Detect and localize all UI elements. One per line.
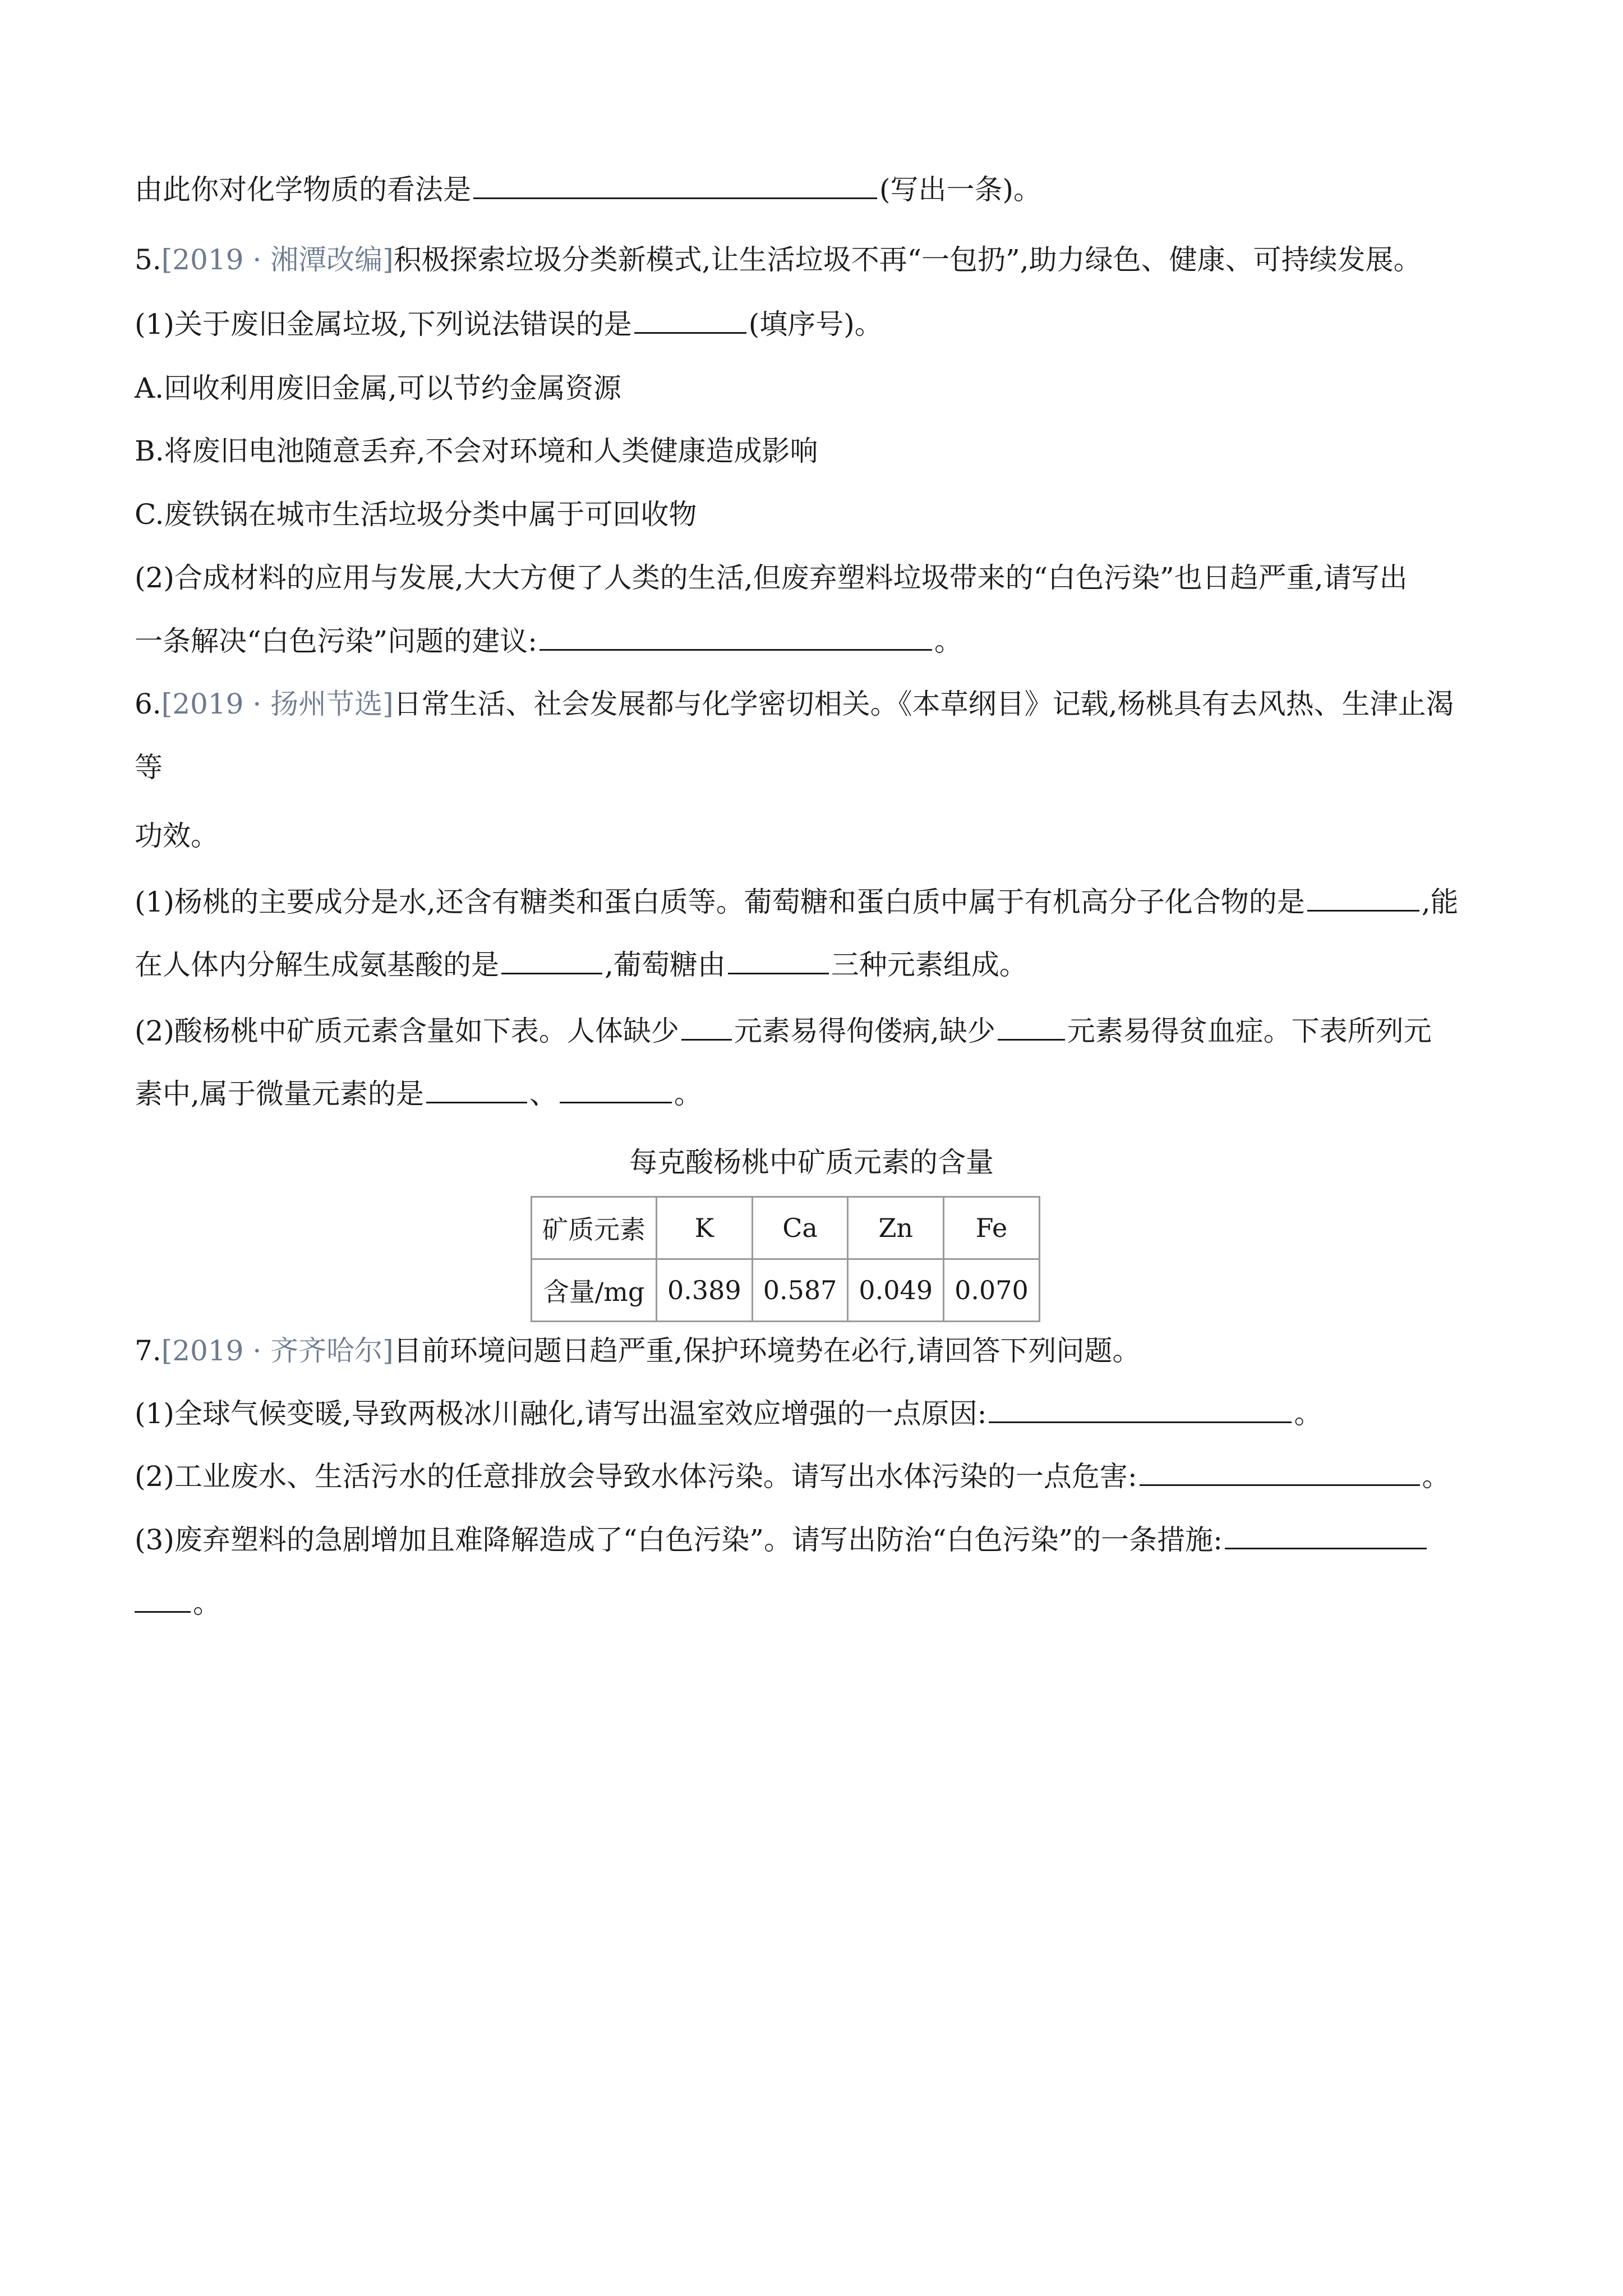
question-5-stem (135, 243, 1488, 277)
text: 三种元素组成。 (831, 949, 1027, 981)
table-row (532, 1197, 1040, 1259)
answer-blank[interactable] (501, 948, 602, 974)
text: 。 (934, 625, 962, 657)
source-tag: [2019 · 湘潭改编] (161, 243, 394, 276)
text: (1)杨桃的主要成分是水,还含有糖类和蛋白质等。葡萄糖和蛋白质中属于有机高分子化合物的是 (135, 886, 1305, 918)
text: 元素易得贫血症。下表所列元 (1067, 1015, 1432, 1047)
mineral-table (531, 1196, 1040, 1322)
table-cell: 0.587 (752, 1259, 848, 1322)
question-7-part-3 (135, 1523, 1488, 1557)
text: 积极探索垃圾分类新模式,让生活垃圾不再“一包扔”,助力绿色、健康、可持续发展。 (393, 243, 1422, 276)
text: 一条解决“白色污染”问题的建议: (135, 625, 537, 657)
question-6-stem-cont (135, 819, 1488, 853)
source-tag: [2019 · 扬州节选] (161, 688, 394, 720)
table-cell: 0.389 (657, 1259, 753, 1322)
answer-blank[interactable] (426, 1077, 527, 1103)
answer-blank[interactable] (560, 1077, 672, 1103)
answer-blank[interactable] (1140, 1460, 1420, 1486)
text: 。 (1294, 1397, 1322, 1430)
text: 功效。 (135, 820, 219, 852)
text: 。 (1422, 1460, 1450, 1493)
question-7-part-3-cont (135, 1586, 1488, 1620)
question-6-stem-cont (135, 751, 1488, 784)
question-number: 5. (135, 243, 162, 276)
question-6-part-1 (135, 885, 1488, 919)
text: 。 (193, 1587, 221, 1619)
text: C.废铁锅在城市生活垃圾分类中属于可回收物 (135, 498, 697, 531)
answer-blank[interactable] (540, 624, 932, 651)
text: (3)废弃塑料的急剧增加且难降解造成了“白色污染”。请写出防治“白色污染”的一条措施: (135, 1524, 1223, 1556)
answer-blank[interactable] (989, 1397, 1292, 1423)
option-c (135, 498, 1488, 531)
text: 日常生活、社会发展都与化学密切相关。《本草纲目》记载,杨桃具有去风热、生津止渴 (393, 688, 1454, 720)
table-caption: 每克酸杨桃中矿质元素的含量 (629, 1146, 994, 1179)
question-6-part-2-cont (135, 1077, 1488, 1111)
answer-blank[interactable] (681, 1014, 732, 1041)
question-4-tail (135, 173, 1488, 206)
table-header-cell: Zn (848, 1197, 944, 1259)
answer-blank[interactable] (634, 307, 746, 334)
question-6-stem (135, 687, 1488, 721)
text: (1)全球气候变暖,导致两极冰川融化,请写出温室效应增强的一点原因: (135, 1397, 987, 1430)
question-number: 7. (135, 1335, 162, 1367)
table-cell: 含量/mg (532, 1259, 657, 1322)
option-b (135, 434, 1488, 468)
table-header-cell: K (657, 1197, 753, 1259)
text: (2)酸杨桃中矿质元素含量如下表。人体缺少 (135, 1015, 679, 1047)
text: 、 (529, 1078, 557, 1110)
table-header-cell: Ca (752, 1197, 848, 1259)
source-tag: [2019 · 齐齐哈尔] (161, 1335, 394, 1367)
text: ,能 (1421, 886, 1459, 918)
question-5-part-1 (135, 307, 1488, 341)
text: A.回收利用废旧金属,可以节约金属资源 (135, 372, 621, 404)
table-row (532, 1259, 1040, 1322)
answer-blank[interactable] (1307, 885, 1419, 912)
answer-blank[interactable] (473, 173, 877, 199)
text: 素中,属于微量元素的是 (135, 1078, 424, 1110)
question-6-part-1-cont (135, 948, 1488, 982)
answer-blank[interactable] (135, 1586, 191, 1613)
table-header-cell: 矿质元素 (532, 1197, 657, 1259)
text: 由此你对化学物质的看法是 (135, 173, 471, 206)
text: 等 (135, 751, 163, 784)
text: 。 (674, 1078, 702, 1110)
answer-blank[interactable] (728, 948, 829, 974)
question-5-part-2-cont (135, 624, 1488, 658)
text: (1)关于废旧金属垃圾,下列说法错误的是 (135, 308, 632, 341)
table-cell: 0.070 (944, 1259, 1040, 1322)
question-number: 6. (135, 688, 162, 720)
text: 元素易得佝偻病,缺少 (734, 1015, 995, 1047)
table-cell: 0.049 (848, 1259, 944, 1322)
text: (填序号)。 (748, 308, 883, 341)
text: (2)工业废水、生活污水的任意排放会导致水体污染。请写出水体污染的一点危害: (135, 1460, 1137, 1493)
text: 在人体内分解生成氨基酸的是 (135, 949, 499, 981)
text: B.将废旧电池随意丢弃,不会对环境和人类健康造成影响 (135, 435, 818, 467)
question-5-part-2 (135, 561, 1488, 595)
text: ,葡萄糖由 (605, 949, 726, 981)
question-7-stem (135, 1334, 1488, 1368)
answer-blank[interactable] (998, 1014, 1065, 1041)
text: 目前环境问题日趋严重,保护环境势在必行,请回答下列问题。 (393, 1335, 1141, 1367)
question-6-part-2 (135, 1014, 1488, 1048)
option-a (135, 371, 1488, 405)
question-7-part-1 (135, 1397, 1488, 1430)
text: (写出一条)。 (879, 173, 1042, 206)
text: (2)合成材料的应用与发展,大大方便了人类的生活,但废弃塑料垃圾带来的“白色污染”也日趋严重,请写出 (135, 562, 1408, 594)
question-7-part-2 (135, 1460, 1488, 1493)
table-header-cell: Fe (944, 1197, 1040, 1259)
answer-blank[interactable] (1225, 1523, 1427, 1549)
